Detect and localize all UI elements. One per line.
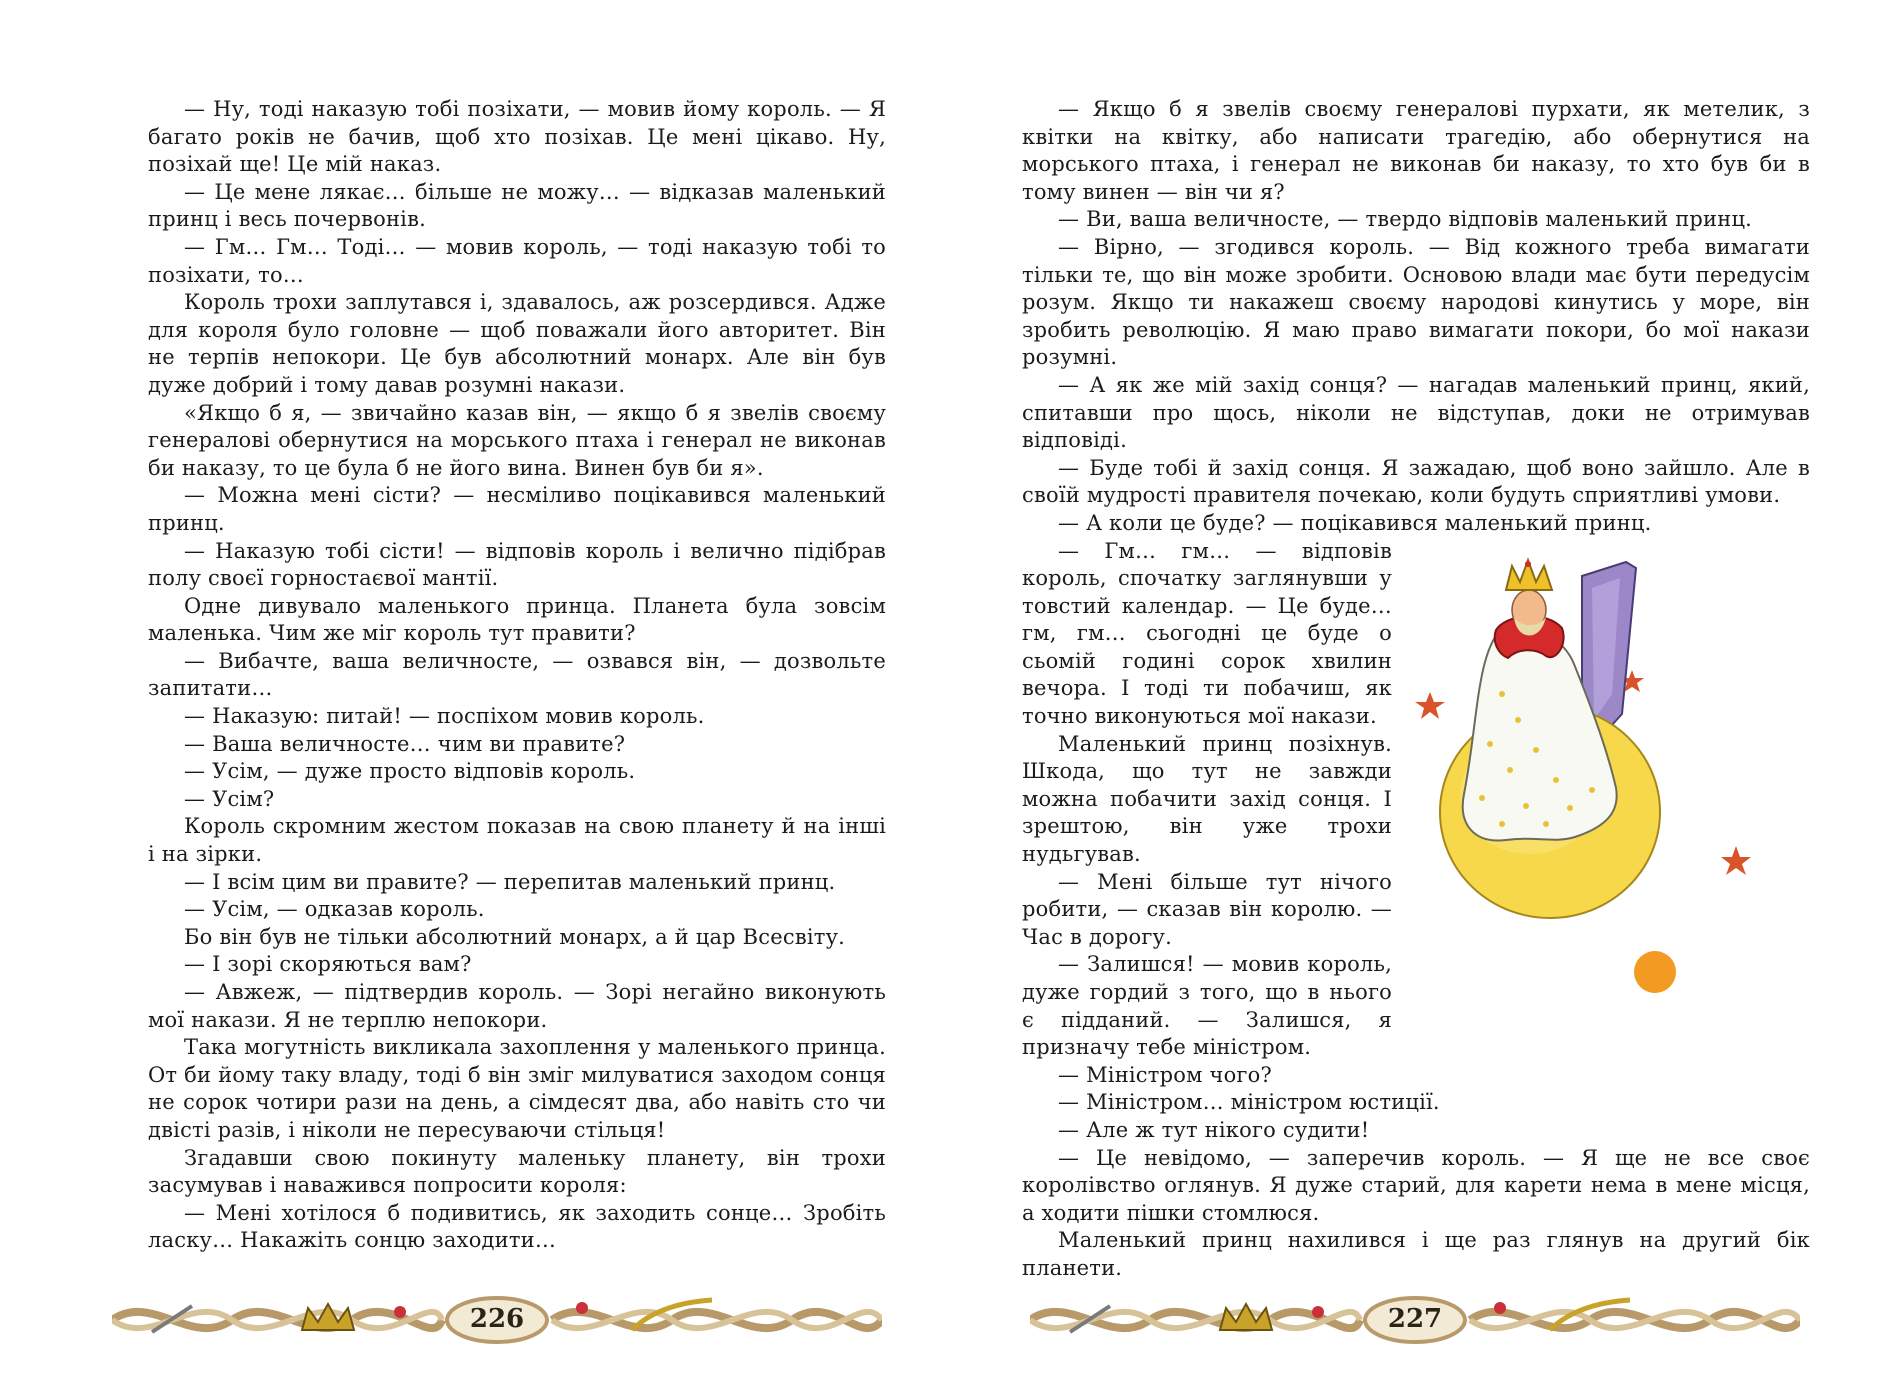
paragraph: — Усім, — дуже просто відповів король. xyxy=(184,759,636,784)
paragraph: — А коли це буде? — поцікавився маленький принц. xyxy=(1058,510,1652,535)
paragraph: Згадавши свою покинуту маленьку планету, він трохи засумував і наважився попросити короля: xyxy=(148,1145,886,1198)
crown-icon xyxy=(302,1304,354,1330)
left-page xyxy=(148,96,886,1255)
paragraph: Король скромним жестом показав на свою планету й на інші і на зірки. xyxy=(148,814,886,867)
paragraph: — Гм… Гм… Тоді… — мовив король, — тоді наказую тобі то позіхати, то… xyxy=(148,234,886,287)
king-on-planet-illustration xyxy=(1406,544,1810,1032)
paragraph: — Міністром чого? xyxy=(1058,1062,1272,1087)
sun-icon xyxy=(1634,951,1676,993)
paragraph: — А як же мій захід сонця? — нагадав маленький принц, який, спитавши про щось, ніколи не відступав, доки не отримував відповіді. xyxy=(1022,372,1810,453)
paragraph: — Міністром… міністром юстиції. xyxy=(1058,1090,1440,1115)
paragraph: Маленький принц позіхнув. Шкода, що тут не завжди можна побачити захід сонця. І зрештою, він уже трохи нудьгував. xyxy=(1022,731,1392,867)
paragraph: — Ваша величносте… чим ви правите? xyxy=(184,731,626,756)
page-footer-ornament xyxy=(1030,1290,1800,1350)
paragraph: — Якщо б я звелів своєму генералові пурхати, як метелик, з квітки на квітку, або написати трагедію, або обернутися на морського птаха, і генерал не виконав би наказу, то хто був би в тому винен — він чи я? xyxy=(1022,97,1810,204)
paragraph: — Усім, — одказав король. xyxy=(184,897,485,922)
paragraph: Маленький принц нахилився і ще раз глянув на другий бік планети. xyxy=(1022,1228,1810,1280)
paragraph: — Ну, тоді наказую тобі позіхати, — мовив йому король. — Я багато років не бачив, щоб хто позіхав. Це мені цікаво. Ну, позіхай ще! Це мій наказ. xyxy=(148,97,886,177)
paragraph: Король трохи заплутався і, здавалось, аж розсердився. Адже для короля було головне — щоб поважали його авторитет. Він не терпів непокори. Це був абсолютний монарх. Але він був дуже добрий і тому давав розумні накази. xyxy=(148,290,886,397)
paragraph: — Ви, ваша величносте, — твердо відповів маленький принц. xyxy=(1058,207,1753,232)
paragraph: — Це мене лякає… більше не можу… — відказав маленький принц і весь почервонів. xyxy=(148,179,886,232)
rose-icon xyxy=(1312,1306,1324,1318)
paragraph: — Вибачте, ваша величносте, — озвався він, — дозвольте запитати… xyxy=(148,648,886,701)
page-footer-ornament xyxy=(112,1290,882,1350)
paragraph: — Вірно, — згодився король. — Від кожного треба вимагати тільки те, що він може зробити. Основою влади має бути передусім розум. Якщо ти накажеш своєму народові кинутись у море, він зробить революцію. Я маю право вимагати покори, бо мої накази розумні. xyxy=(1022,234,1810,370)
right-page-text-top xyxy=(1022,96,1810,538)
paragraph: — І зорі скоряються вам? xyxy=(184,952,472,977)
paragraph: — Гм… гм… — відповів король, спочатку заглянувши у товстий календар. — Це буде… гм, гм… сьогодні це буде о сьомій годині сорок хвилин вечора. І тоді ти побачиш, як точно виконуються мої накази. xyxy=(1022,538,1392,729)
paragraph: Така могутність викликала захоплення у маленького принца. От би йому таку владу, тоді б він зміг милуватися заходом сонця не сорок чотири рази на день, а сімдесят два, або навіть сто чи двісті разів, і ніколи не пересуваючи стільця! xyxy=(148,1035,886,1142)
paragraph: — Наказую: питай! — поспіхом мовив король. xyxy=(184,704,705,729)
paragraph: — Мені хотілося б подивитись, як заходить сонце… Зробіть ласку… Накажіть сонцю заходити… xyxy=(148,1200,886,1253)
rose-icon xyxy=(576,1302,588,1314)
star-icon xyxy=(1721,846,1751,875)
paragraph: — Залишся! — мовив король, дуже гордий з того, що в нього є підданий. — Залишся, я призначу тебе міністром. xyxy=(1022,952,1392,1060)
paragraph: — Авжеж, — підтвердив король. — Зорі негайно виконують мої накази. Я не терплю непокори. xyxy=(148,980,886,1032)
rose-icon xyxy=(394,1306,406,1318)
paragraph: — Наказую тобі сісти! — відповів король і велично підібрав полу своєї горностаєвої мантії. xyxy=(148,538,886,591)
paragraph: — Можна мені сісти? — несміливо поцікавився маленький принц. xyxy=(148,483,886,535)
paragraph: «Якщо б я, — звичайно казав він, — якщо б я звелів своєму генералові обернутися на морського птаха і генерал не виконав би наказу, то це була б не його вина. Винен був би я». xyxy=(148,400,886,480)
paragraph: — Але ж тут нікого судити! xyxy=(1058,1117,1370,1142)
paragraph: — Мені більше тут нічого робити, — сказав він королю. — Час в дорогу. xyxy=(1022,869,1392,949)
paragraph: — І всім цим ви правите? — перепитав маленький принц. xyxy=(184,869,836,894)
page-number: 227 xyxy=(1387,1304,1443,1334)
star-icon xyxy=(1415,692,1445,719)
page-number: 226 xyxy=(469,1304,525,1334)
crown-icon xyxy=(1220,1304,1272,1330)
paragraph: — Буде тобі й захід сонця. Я зажадаю, щоб воно зайшло. Але в своїй мудрості правителя почекаю, коли будуть сприятливі умови. xyxy=(1022,455,1810,508)
paragraph: Одне дивувало маленького принца. Планета була зовсім маленька. Чим же міг король тут правити? xyxy=(148,593,886,646)
paragraph: — Усім? xyxy=(184,786,275,811)
rose-icon xyxy=(1494,1302,1506,1314)
paragraph: — Це невідомо, — заперечив король. — Я ще не все своє королівство оглянув. Я дуже старий, для карети нема в мене місця, а ходити пішки стомлюся. xyxy=(1022,1145,1810,1225)
paragraph: Бо він був не тільки абсолютний монарх, а й цар Всесвіту. xyxy=(184,924,846,949)
right-page xyxy=(1022,96,1810,1283)
